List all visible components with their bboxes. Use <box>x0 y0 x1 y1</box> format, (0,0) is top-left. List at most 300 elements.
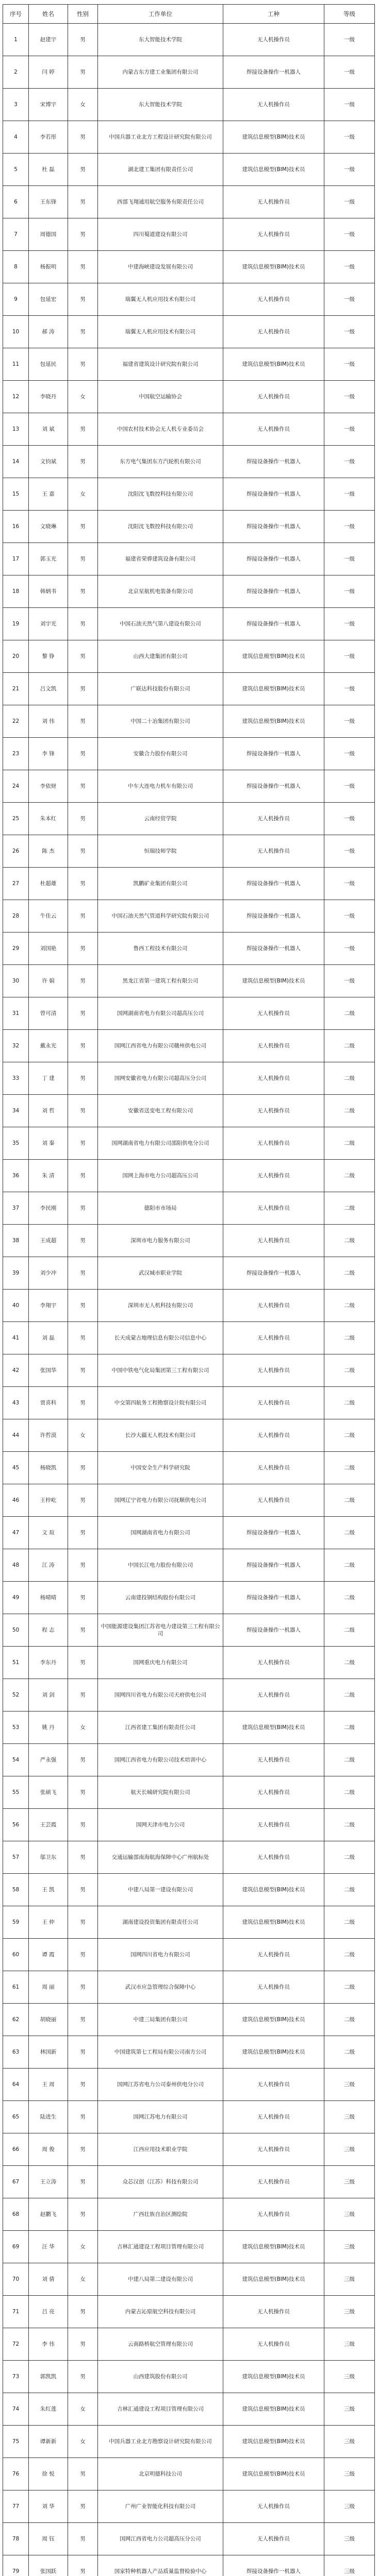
cell-name: 王 凯 <box>29 1874 68 1906</box>
cell-gender: 男 <box>68 2458 98 2490</box>
cell-no: 12 <box>3 381 29 413</box>
cell-org: 国网湖南省电力有限公司邵阳供电分公司 <box>98 1127 223 1160</box>
cell-level: 三级 <box>324 2361 375 2393</box>
cell-gender: 男 <box>68 1257 98 1290</box>
cell-level: 三级 <box>324 2101 375 2133</box>
cell-no: 75 <box>3 2426 29 2458</box>
cell-level: 二级 <box>324 1387 375 1419</box>
cell-no: 37 <box>3 1192 29 1225</box>
cell-org: 国家特种机器人产品质量监督检验中心 <box>98 2555 223 2576</box>
cell-type: 无人机操作员 <box>223 1030 324 1062</box>
cell-name: 王东锋 <box>29 186 68 218</box>
cell-org: 凯鹏矿业集团有限公司 <box>98 868 223 900</box>
table-row <box>3 1517 375 1549</box>
cell-type: 无人机操作员 <box>223 1192 324 1225</box>
cell-gender: 男 <box>68 1030 98 1062</box>
cell-gender: 男 <box>68 1192 98 1225</box>
table-row <box>3 575 375 608</box>
cell-org: 瑞翼无人机应用技术有限公司 <box>98 283 223 316</box>
cell-org: 中国航空运输协会 <box>98 381 223 413</box>
cell-gender: 男 <box>68 1062 98 1095</box>
cell-type: 无人机操作员 <box>223 2328 324 2361</box>
cell-level: 一级 <box>324 283 375 316</box>
cell-gender: 男 <box>68 348 98 381</box>
cell-level: 二级 <box>324 1030 375 1062</box>
cell-level: 一级 <box>324 673 375 705</box>
cell-level: 三级 <box>324 2393 375 2426</box>
cell-gender: 男 <box>68 283 98 316</box>
cell-org: 航天长城研究院有限公司 <box>98 1776 223 1809</box>
cell-no: 59 <box>3 1906 29 1939</box>
cell-org: 黑龙江省第一建筑工程有限公司 <box>98 965 223 997</box>
cell-level: 二级 <box>324 2036 375 2069</box>
cell-no: 3 <box>3 89 29 121</box>
cell-org: 云南路桥航空管理有限公司 <box>98 2328 223 2361</box>
cell-org: 山西建筑股份有限公司 <box>98 2361 223 2393</box>
cell-level: 一级 <box>324 446 375 478</box>
cell-no: 25 <box>3 803 29 835</box>
cell-level: 一级 <box>324 186 375 218</box>
table-row <box>3 1809 375 1841</box>
cell-type: 无人机操作员 <box>223 89 324 121</box>
cell-name: 张国华 <box>29 1354 68 1387</box>
table-row <box>3 1939 375 1971</box>
cell-level: 一级 <box>324 738 375 770</box>
cell-type: 无人机操作员 <box>223 1744 324 1776</box>
table-row <box>3 1679 375 1711</box>
cell-type: 焊接设备操作一机器人 <box>223 868 324 900</box>
cell-no: 24 <box>3 770 29 803</box>
cell-no: 4 <box>3 121 29 154</box>
cell-name: 刘 秦 <box>29 1127 68 1160</box>
cell-org: 国网江苏电力有限公司 <box>98 2101 223 2133</box>
cell-type: 无人机操作员 <box>223 1062 324 1095</box>
cell-level: 二级 <box>324 1841 375 1874</box>
cell-no: 45 <box>3 1452 29 1484</box>
table-row <box>3 1906 375 1939</box>
cell-no: 29 <box>3 933 29 965</box>
cell-gender: 女 <box>68 381 98 413</box>
cell-level: 一级 <box>324 543 375 575</box>
table-row <box>3 640 375 673</box>
cell-name: 杨晓凯 <box>29 1452 68 1484</box>
cell-type: 无人机操作员 <box>223 2166 324 2198</box>
cell-gender: 男 <box>68 1549 98 1582</box>
cell-level: 三级 <box>324 2555 375 2576</box>
table-row <box>3 738 375 770</box>
cell-org: 中国建筑第七工程局有限公司南方公司 <box>98 2036 223 2069</box>
cell-org: 中建海峡建设发展有限公司 <box>98 251 223 283</box>
cell-gender: 男 <box>68 933 98 965</box>
cell-org: 西部飞翔通用航空服务有限责任公司 <box>98 186 223 218</box>
cell-no: 10 <box>3 316 29 348</box>
cell-name: 程 志 <box>29 1614 68 1647</box>
cell-type: 焊接设备操作一机器人 <box>223 2555 324 2576</box>
table-row <box>3 511 375 543</box>
cell-type: 无人机操作员 <box>223 1939 324 1971</box>
table-row <box>3 803 375 835</box>
cell-no: 40 <box>3 1290 29 1322</box>
table-row <box>3 770 375 803</box>
cell-gender: 男 <box>68 1354 98 1387</box>
cell-no: 60 <box>3 1939 29 1971</box>
cell-org: 中国兵器工业北方工程设计研究院有限公司 <box>98 121 223 154</box>
cell-name: 谭 霞 <box>29 1939 68 1971</box>
cell-gender: 男 <box>68 2198 98 2231</box>
cell-level: 一级 <box>324 121 375 154</box>
cell-gender: 男 <box>68 413 98 446</box>
header-name: 姓名 <box>29 5 68 24</box>
cell-org: 江西省建工集团有限责任公司 <box>98 1711 223 1744</box>
cell-no: 13 <box>3 413 29 446</box>
cell-org: 德阳市市场局 <box>98 1192 223 1225</box>
cell-org: 中国二十冶集团有限公司 <box>98 705 223 738</box>
cell-gender: 男 <box>68 2133 98 2166</box>
cell-gender: 男 <box>68 673 98 705</box>
cell-no: 36 <box>3 1160 29 1192</box>
cell-no: 56 <box>3 1809 29 1841</box>
cell-org: 国网上海市电力公司超高压公司 <box>98 1160 223 1192</box>
cell-name: 王立涛 <box>29 2166 68 2198</box>
cell-no: 38 <box>3 1225 29 1257</box>
header-org: 工作单位 <box>98 5 223 24</box>
cell-level: 二级 <box>324 2004 375 2036</box>
cell-name: 林国新 <box>29 2036 68 2069</box>
cell-org: 国网重庆电力有限公司 <box>98 1647 223 1679</box>
table-row <box>3 1452 375 1484</box>
cell-no: 73 <box>3 2361 29 2393</box>
table-row <box>3 1257 375 1290</box>
cell-no: 42 <box>3 1354 29 1387</box>
cell-org: 山西大建集团有限公司 <box>98 640 223 673</box>
cell-type: 无人机操作员 <box>223 381 324 413</box>
cell-org: 沈阳沈飞数控科技有限公司 <box>98 478 223 511</box>
cell-level: 一级 <box>324 316 375 348</box>
table-row <box>3 2458 375 2490</box>
cell-level: 二级 <box>324 1452 375 1484</box>
cell-level: 三级 <box>324 2328 375 2361</box>
cell-name: 李晓丹 <box>29 381 68 413</box>
cell-level: 二级 <box>324 1647 375 1679</box>
table-row <box>3 1711 375 1744</box>
cell-no: 35 <box>3 1127 29 1160</box>
cell-gender: 男 <box>68 2361 98 2393</box>
cell-name: 李 锋 <box>29 738 68 770</box>
cell-level: 二级 <box>324 1419 375 1452</box>
cell-type: 无人机操作员 <box>223 2133 324 2166</box>
cell-level: 二级 <box>324 1257 375 1290</box>
table-row <box>3 56 375 89</box>
cell-name: 刘 伟 <box>29 705 68 738</box>
cell-name: 胡晓丽 <box>29 2004 68 2036</box>
table-row <box>3 2133 375 2166</box>
cell-no: 23 <box>3 738 29 770</box>
cell-type: 无人机操作员 <box>223 835 324 868</box>
cell-org: 安徽省送变电工程有限公司 <box>98 1095 223 1127</box>
cell-org: 国网湖南省电力有限公司 <box>98 1517 223 1549</box>
cell-gender: 男 <box>68 1387 98 1419</box>
cell-type: 无人机操作员 <box>223 1322 324 1354</box>
cell-no: 27 <box>3 868 29 900</box>
cell-name: 刘国艳 <box>29 933 68 965</box>
table-row <box>3 900 375 933</box>
cell-type: 无人机操作员 <box>223 2490 324 2523</box>
cell-name: 李若彤 <box>29 121 68 154</box>
cell-no: 30 <box>3 965 29 997</box>
cell-type: 无人机操作员 <box>223 803 324 835</box>
table-row <box>3 2393 375 2426</box>
cell-type: 焊接设备操作一机器人 <box>223 900 324 933</box>
cell-org: 吉林汇通建设工程项目管理有限公司 <box>98 2231 223 2263</box>
table-row <box>3 89 375 121</box>
cell-org: 中国石油天然气第八建设有限公司 <box>98 608 223 640</box>
cell-gender: 男 <box>68 1614 98 1647</box>
cell-gender: 男 <box>68 1095 98 1127</box>
cell-name: 贾喜科 <box>29 1387 68 1419</box>
cell-org: 恒瑞技师学院 <box>98 835 223 868</box>
cell-level: 二级 <box>324 1549 375 1582</box>
cell-name: 李民刚 <box>29 1192 68 1225</box>
cell-level: 二级 <box>324 1322 375 1354</box>
cell-name: 杜超雄 <box>29 868 68 900</box>
cell-gender: 男 <box>68 2004 98 2036</box>
cell-type: 无人机操作员 <box>223 1647 324 1679</box>
cell-gender: 男 <box>68 1582 98 1614</box>
table-row <box>3 997 375 1030</box>
cell-org: 中国长江电力股份有限公司 <box>98 1549 223 1582</box>
cell-level: 二级 <box>324 1582 375 1614</box>
cell-org: 国网天津市电力公司 <box>98 1809 223 1841</box>
cell-no: 33 <box>3 1062 29 1095</box>
table-row <box>3 186 375 218</box>
cell-level: 三级 <box>324 2523 375 2555</box>
cell-name: 赵建宇 <box>29 24 68 56</box>
table-row <box>3 543 375 575</box>
table-row <box>3 705 375 738</box>
table-row <box>3 218 375 251</box>
cell-type: 焊接设备操作一机器人 <box>223 1257 324 1290</box>
cell-org: 中国中铁电气化局集团第三工程有限公司 <box>98 1354 223 1387</box>
cell-name: 刘 斌 <box>29 413 68 446</box>
cell-level: 二级 <box>324 1776 375 1809</box>
cell-no: 48 <box>3 1549 29 1582</box>
cell-type: 建筑信息模型(BIM)技术员 <box>223 1711 324 1744</box>
cell-name: 郭玉光 <box>29 543 68 575</box>
cell-no: 68 <box>3 2198 29 2231</box>
cell-org: 中国安全生产科学研究院 <box>98 1452 223 1484</box>
cell-gender: 男 <box>68 511 98 543</box>
cell-no: 78 <box>3 2523 29 2555</box>
cell-gender: 男 <box>68 1874 98 1906</box>
cell-gender: 男 <box>68 218 98 251</box>
table-row <box>3 673 375 705</box>
cell-level: 二级 <box>324 1517 375 1549</box>
cell-type: 建筑信息模型(BIM)技术员 <box>223 2426 324 2458</box>
cell-gender: 男 <box>68 1322 98 1354</box>
table-row <box>3 608 375 640</box>
cell-org: 众芯汉创（江苏）科技有限公司 <box>98 2166 223 2198</box>
table-row <box>3 1062 375 1095</box>
cell-no: 47 <box>3 1517 29 1549</box>
cell-gender: 男 <box>68 868 98 900</box>
cell-no: 70 <box>3 2263 29 2296</box>
table-row <box>3 1095 375 1127</box>
table-row <box>3 2004 375 2036</box>
cell-no: 7 <box>3 218 29 251</box>
cell-name: 刘 倩 <box>29 2263 68 2296</box>
cell-org: 国网四川省电力有限公司 <box>98 1939 223 1971</box>
cell-no: 50 <box>3 1614 29 1647</box>
cell-no: 1 <box>3 24 29 56</box>
cell-org: 武汉城市职业学院 <box>98 1257 223 1290</box>
cell-level: 一级 <box>324 868 375 900</box>
cell-level: 二级 <box>324 1809 375 1841</box>
cell-name: 杨振明 <box>29 251 68 283</box>
table-row <box>3 2198 375 2231</box>
cell-no: 52 <box>3 1679 29 1711</box>
cell-type: 无人机操作员 <box>223 1354 324 1387</box>
cell-no: 63 <box>3 2036 29 2069</box>
cell-name: 文晓琳 <box>29 511 68 543</box>
table-row <box>3 1387 375 1419</box>
table-row <box>3 2555 375 2576</box>
cell-name: 吕 亮 <box>29 2296 68 2328</box>
cell-type: 建筑信息模型(BIM)技术员 <box>223 2458 324 2490</box>
cell-level: 一级 <box>324 89 375 121</box>
cell-level: 二级 <box>324 1354 375 1387</box>
cell-level: 二级 <box>324 1062 375 1095</box>
cell-level: 一级 <box>324 348 375 381</box>
table-row <box>3 1614 375 1647</box>
cell-name: 周 俊 <box>29 2133 68 2166</box>
cell-type: 无人机操作员 <box>223 186 324 218</box>
cell-gender: 男 <box>68 2296 98 2328</box>
cell-no: 74 <box>3 2393 29 2426</box>
cell-org: 中车大连电力机车有限公司 <box>98 770 223 803</box>
cell-level: 三级 <box>324 2166 375 2198</box>
cell-level: 一级 <box>324 803 375 835</box>
cell-org: 广西壮族自治区测绘院 <box>98 2198 223 2231</box>
cell-name: 牛佳云 <box>29 900 68 933</box>
cell-level: 二级 <box>324 1127 375 1160</box>
cell-gender: 男 <box>68 56 98 89</box>
cell-no: 44 <box>3 1419 29 1452</box>
cell-type: 建筑信息模型(BIM)技术员 <box>223 705 324 738</box>
cell-name: 王梓屹 <box>29 1484 68 1517</box>
table-row <box>3 1322 375 1354</box>
cell-type: 无人机操作员 <box>223 1971 324 2004</box>
cell-name: 许哲漠 <box>29 1419 68 1452</box>
cell-org: 云南经贸学院 <box>98 803 223 835</box>
cell-org: 安徽合力股份有限公司 <box>98 738 223 770</box>
table-row <box>3 316 375 348</box>
cell-no: 58 <box>3 1874 29 1906</box>
cell-name: 包延民 <box>29 348 68 381</box>
cell-gender: 男 <box>68 608 98 640</box>
cell-name: 韩炳书 <box>29 575 68 608</box>
cell-level: 一级 <box>324 575 375 608</box>
table-row <box>3 1192 375 1225</box>
cell-name: 王芸霞 <box>29 1809 68 1841</box>
cell-level: 一级 <box>324 251 375 283</box>
cell-name: 周德国 <box>29 218 68 251</box>
table-row <box>3 1744 375 1776</box>
table-row <box>3 24 375 56</box>
cell-type: 无人机操作员 <box>223 1452 324 1484</box>
cell-gender: 男 <box>68 1452 98 1484</box>
cell-name: 刘 哲 <box>29 1095 68 1127</box>
cell-name: 朱本红 <box>29 803 68 835</box>
cell-org: 中国农村技术协会无人机专业委员会 <box>98 413 223 446</box>
cell-no: 16 <box>3 511 29 543</box>
cell-name: 赵鹏飞 <box>29 2198 68 2231</box>
cell-name: 李翔宇 <box>29 1290 68 1322</box>
cell-type: 无人机操作员 <box>223 24 324 56</box>
cell-type: 建筑信息模型(BIM)技术员 <box>223 673 324 705</box>
cell-type: 无人机操作员 <box>223 1127 324 1160</box>
cell-type: 焊接设备操作一机器人 <box>223 543 324 575</box>
cell-name: 陈 杰 <box>29 835 68 868</box>
cell-level: 三级 <box>324 2133 375 2166</box>
cell-type: 无人机操作员 <box>223 1095 324 1127</box>
header-gender: 性别 <box>68 5 98 24</box>
cell-type: 无人机操作员 <box>223 218 324 251</box>
cell-name: 杜 磊 <box>29 154 68 186</box>
cell-no: 79 <box>3 2555 29 2576</box>
cell-gender: 男 <box>68 2555 98 2576</box>
cell-gender: 男 <box>68 2101 98 2133</box>
cell-org: 鲁西工程技术有限公司 <box>98 933 223 965</box>
cell-gender: 男 <box>68 1744 98 1776</box>
cell-org: 北京明德科技公司 <box>98 2458 223 2490</box>
cell-level: 一级 <box>324 154 375 186</box>
header-no: 序号 <box>3 5 29 24</box>
cell-no: 49 <box>3 1582 29 1614</box>
cell-gender: 男 <box>68 1290 98 1322</box>
cell-type: 无人机操作员 <box>223 997 324 1030</box>
cell-gender: 男 <box>68 543 98 575</box>
cell-type: 无人机操作员 <box>223 1387 324 1419</box>
cell-no: 2 <box>3 56 29 89</box>
cell-level: 一级 <box>324 413 375 446</box>
cell-gender: 女 <box>68 1419 98 1452</box>
cell-org: 北京星航机电装备有限公司 <box>98 575 223 608</box>
cell-type: 焊接设备操作一机器人 <box>223 56 324 89</box>
table-row <box>3 381 375 413</box>
cell-type: 焊接设备操作一机器人 <box>223 1517 324 1549</box>
cell-name: 刘 剑 <box>29 1679 68 1711</box>
cell-gender: 男 <box>68 2490 98 2523</box>
cell-gender: 女 <box>68 2426 98 2458</box>
cell-type: 无人机操作员 <box>223 283 324 316</box>
cell-type: 无人机操作员 <box>223 1290 324 1322</box>
cell-no: 41 <box>3 1322 29 1354</box>
cell-no: 69 <box>3 2231 29 2263</box>
cell-gender: 女 <box>68 2393 98 2426</box>
cell-level: 一级 <box>324 705 375 738</box>
cell-gender: 男 <box>68 738 98 770</box>
cell-level: 一级 <box>324 478 375 511</box>
cell-type: 焊接设备操作一机器人 <box>223 738 324 770</box>
cell-name: 王成超 <box>29 1225 68 1257</box>
cell-name: 曾可清 <box>29 997 68 1030</box>
cell-name: 邬卫东 <box>29 1841 68 1874</box>
cell-name: 王 嘉 <box>29 478 68 511</box>
table-row <box>3 1225 375 1257</box>
cell-level: 一级 <box>324 933 375 965</box>
cell-no: 21 <box>3 673 29 705</box>
table-row <box>3 2361 375 2393</box>
